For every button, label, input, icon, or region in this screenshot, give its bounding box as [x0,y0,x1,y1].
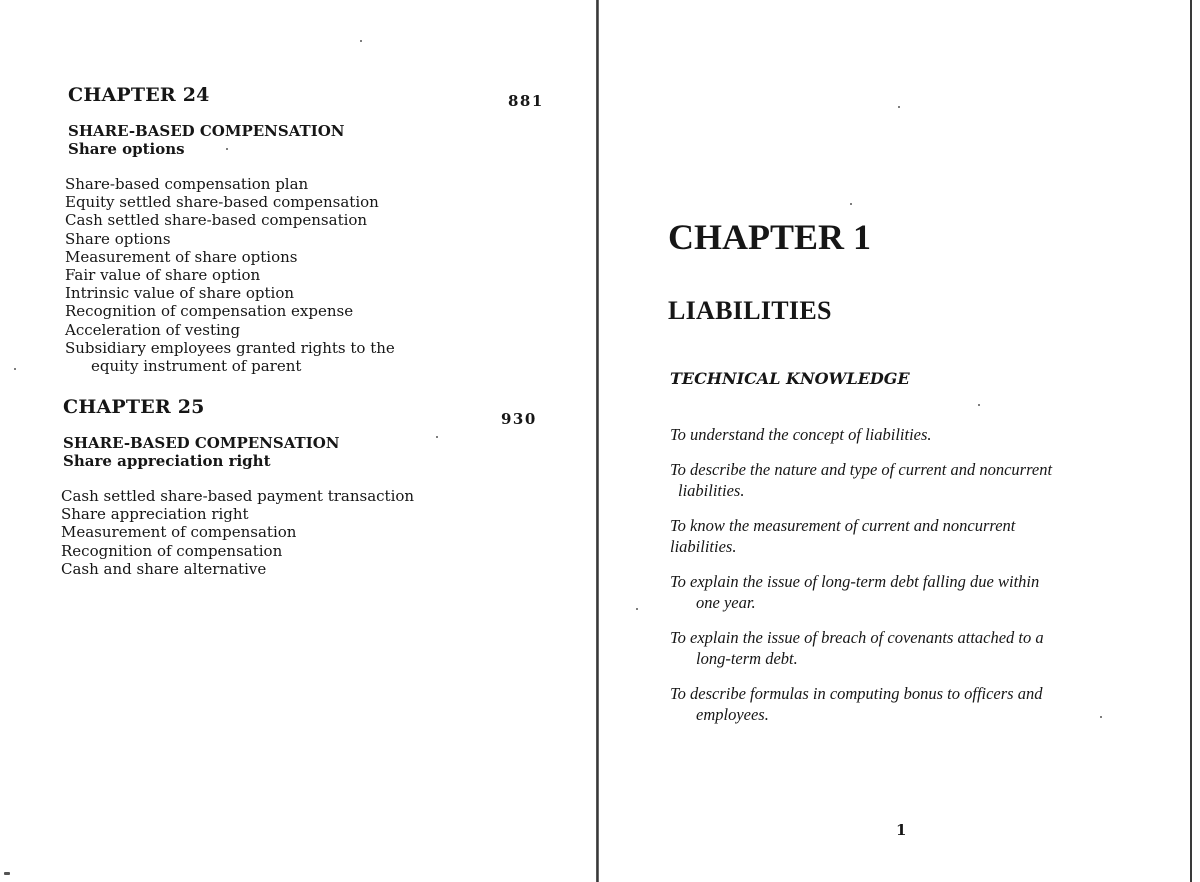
chapter-subheading: Share options [68,140,185,158]
topic-item: Fair value of share option [65,266,261,285]
scan-speck [226,148,228,150]
objective-continuation: liabilities. [670,537,737,556]
objective-item [670,571,1132,613]
left-page [0,0,596,882]
objective-item [670,515,1132,557]
topic-item: Share options [65,229,171,248]
chapter-heading: CHAPTER 25 [63,396,205,418]
scan-speck [360,40,362,42]
chapter-subtitle-block [68,122,548,158]
page-edge [1190,0,1192,882]
objective-text: To know the measurement of current and noncurrent [670,516,1016,535]
scan-speck [978,404,980,406]
scan-speck [1100,716,1102,718]
objective-item [670,459,1132,501]
scan-speck [14,368,16,370]
scan-speck [636,608,638,610]
topic-item: Acceleration of vesting [65,320,241,339]
objective-text: To explain the issue of long-term debt falling due within [670,572,1040,591]
book-gutter [596,0,599,882]
chapter-subheading: Share appreciation right [63,452,271,470]
topic-item: Recognition of compensation [61,541,283,560]
chapter-subtitle: SHARE-BASED COMPENSATION [68,122,345,140]
chapter-page-number: 881 [508,92,544,110]
topic-item: Measurement of share options [65,247,298,266]
topic-list [61,487,543,578]
scan-speck [4,872,10,875]
objective-item [670,627,1132,669]
topic-item: Recognition of compensation expense [65,302,354,321]
chapter-heading: CHAPTER 24 [68,84,210,106]
topic-item: Equity settled share-based compensation [65,193,379,212]
objective-continuation: one year. [696,593,756,612]
objective-text: To describe formulas in computing bonus to officers and [670,684,1043,703]
section-heading: TECHNICAL KNOWLEDGE [670,369,910,388]
learning-objectives [670,424,1132,739]
scan-speck [436,436,438,438]
topic-item: Share appreciation right [61,505,249,524]
topic-item: Cash settled share-based compensation [65,211,368,230]
chapter-title: CHAPTER 1 [668,217,872,257]
topic-item: Cash settled share-based payment transaction [61,487,415,505]
chapter-24-entry [65,84,548,376]
chapter-page-number: 930 [501,410,537,428]
chapter-25-entry [63,396,543,578]
chapter-topic-title: LIABILITIES [668,296,832,325]
objective-text: To understand the concept of liabilities. [670,425,932,444]
topic-item: Cash and share alternative [61,559,267,578]
topic-item: Intrinsic value of share option [65,284,295,303]
objective-continuation: liabilities. [678,481,745,500]
topic-list [65,175,548,375]
topic-item: Share-based compensation plan [65,175,309,193]
objective-item [670,424,1132,445]
scan-speck [898,106,900,108]
chapter-subtitle: SHARE-BASED COMPENSATION [63,434,340,452]
topic-item-continuation: equity instrument of parent [91,357,302,376]
objective-text: To explain the issue of breach of covenants attached to a [670,628,1044,647]
objective-continuation: employees. [696,705,769,724]
topic-item [65,339,548,375]
objective-continuation: long-term debt. [696,649,798,668]
topic-item: Measurement of compensation [61,523,297,542]
right-page [600,0,1190,882]
topic-item-text: Subsidiary employees granted rights to the [65,338,395,357]
objective-item [670,683,1132,725]
chapter-subtitle-block [63,434,543,470]
objective-text: To describe the nature and type of current and noncurrent [670,460,1053,479]
page-number: 1 [896,821,907,839]
scan-speck [850,203,852,205]
